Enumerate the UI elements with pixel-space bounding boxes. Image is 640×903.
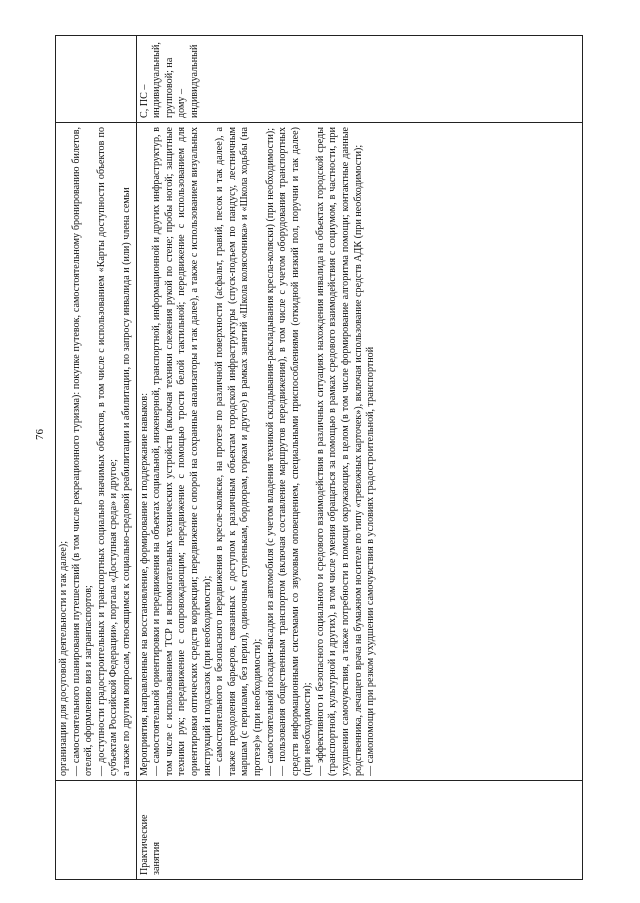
text-line: организации для досуговой деятельности и так далее);: [58, 540, 69, 776]
text-line: — пользования общественным транспортом (включая составление маршрутов передвижения), в том числе с учетом оборудования транспортных средств информационными системами со звуковым оповещением, специальными приспособлениями (откидной низкий пол, поручни и так далее) (при необходимости);: [277, 127, 314, 776]
text-line: — эффективного и безопасного социального и средового взаимодействия в различных ситуациях нахождения инвалида на объектах городской среды (транспортной, культурной и других), в том числе умения обращаться за помощью в рамках средового взаимодействия с социумом, в частности, при ухудшении самочувствия, а также потребности в помощи окружающих, в целом (в том числе формирование алгоритма помощи; контактные данные родственника, лечащего врача на бумажном носителе по типу «тревожных карточек»), включая использование средств АДК (при необходимости);: [314, 127, 364, 776]
program-table: [55, 35, 583, 880]
text-line: а также по другим вопросам, относящимся к социально-средовой реабилитации и абилитации, по запросу инвалида и (или) члена семьи: [120, 187, 132, 776]
text-line: — самостоятельной ориентировки и передвижения на объектах социальной, инженерной, транспортной, информационной и других инфраструктур, в том числе с использованием ТСР и вспомогательных технических устройств (включая техники слежения рукой по стене; пробы ногой; защитные техники рук; передвижение с сопровождающим; передвижение с помощью трости белой тактильной; передвижение с использованием для ориентировки оптических средств коррекции; передвижение с опорой на сохранные анализаторы и так далее), а также с использованием визуальных инструкций и подсказок (при необходимости);: [151, 127, 213, 776]
text-line: Мероприятия, направленные на восстановление, формирование и поддержание навыков:: [138, 393, 150, 776]
cell-row-label: Практические занятия: [136, 781, 582, 880]
text-line: — самопомощи при резком ухудшении самочувствия в условиях градостроительной, транспортной: [365, 346, 377, 776]
cell-row-content: [136, 123, 582, 781]
cell-empty-form: [56, 36, 137, 123]
text-line: — самостоятельного планирования путешествий (в том числе рекреационного туризма): покупке путевок, самостоятельному бронированию билетов, отелей, оформлению виз и загранпаспортов;: [70, 127, 95, 776]
cell-row-form: С, ПС – индивидуальный, групповой; на дому – индивидуальный: [136, 36, 582, 123]
cell-empty-label: [56, 781, 137, 880]
rotated-table-container: [55, 35, 583, 880]
text-line: — доступности градостроительных и транспортных социально значимых объектов, в том числе с использованием «Карты доступности объектов по субъектам Российской Федерации», портала «Доступная среда» и другое;: [95, 127, 120, 776]
page-number: 76: [34, 429, 46, 440]
text-line: — самостоятельного и безопасного передвижения в кресле-коляске, на протезе по различной поверхности (асфальт, гравий, песок и так далее), а также преодоления барьеров, связанных с доступом к различным объектам городской инфраструктуры (спуск-подъем по пандусу, лестничным маршам (с перилами, без перил), одиночным ступенькам, бордюрам, горкам и другое) в рамках занятий «Школа колясочника» и «Школа ходьбы (на протезе)» (при необходимости);: [214, 127, 263, 776]
cell-continuation-content: [56, 123, 137, 781]
table-row-continuation: [56, 36, 137, 880]
table-row-practical: [136, 36, 582, 880]
text-line: — самостоятельной посадки-высадки из автомобиля (с учетом владения техникой складывания-раскладывания кресла-коляски) (при необходимости);: [264, 127, 276, 776]
